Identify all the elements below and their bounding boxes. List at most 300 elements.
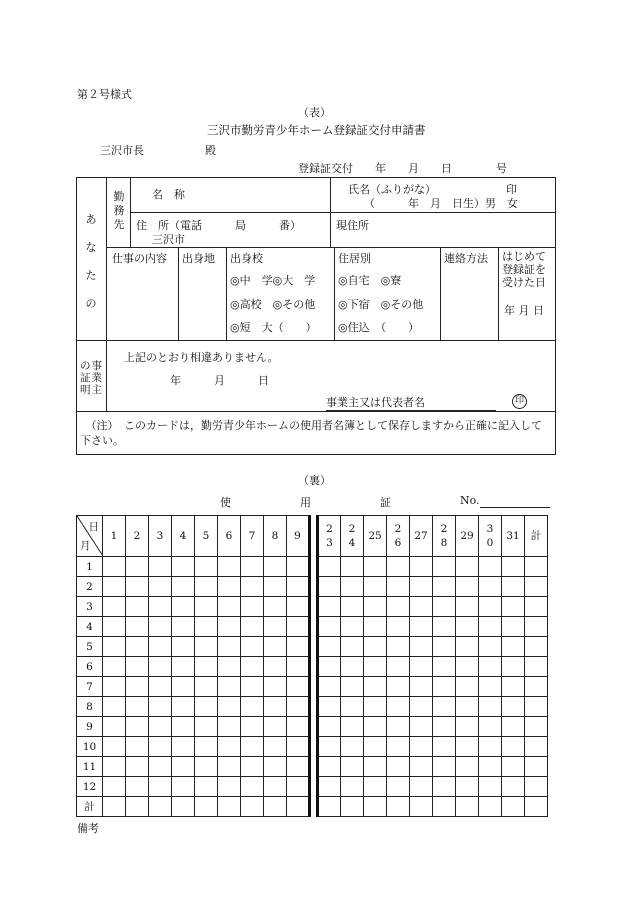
usage-cell[interactable]: [264, 557, 287, 577]
usage-cell[interactable]: [433, 617, 456, 637]
usage-cell[interactable]: [387, 617, 410, 637]
usage-cell[interactable]: [456, 617, 479, 637]
usage-cell[interactable]: [479, 797, 502, 817]
usage-cell[interactable]: [525, 697, 548, 717]
usage-cell[interactable]: [387, 697, 410, 717]
usage-cell[interactable]: [195, 737, 218, 757]
usage-cell[interactable]: [287, 797, 310, 817]
usage-cell[interactable]: [456, 717, 479, 737]
usage-cell[interactable]: [172, 577, 195, 597]
usage-cell[interactable]: [456, 697, 479, 717]
usage-cell[interactable]: [149, 577, 172, 597]
usage-cell[interactable]: [149, 677, 172, 697]
usage-cell[interactable]: [126, 637, 149, 657]
usage-cell[interactable]: [387, 557, 410, 577]
usage-cell[interactable]: [172, 737, 195, 757]
month-label-cell: 計: [77, 797, 103, 817]
day-header: 8: [264, 516, 287, 557]
usage-cell[interactable]: [218, 677, 241, 697]
usage-cell[interactable]: [264, 577, 287, 597]
residence-label: 住居別: [338, 252, 371, 265]
usage-cell[interactable]: [456, 737, 479, 757]
usage-cell[interactable]: [410, 617, 433, 637]
usage-cell[interactable]: [410, 757, 433, 777]
usage-cell[interactable]: [149, 737, 172, 757]
usage-cell[interactable]: [103, 557, 126, 577]
usage-cell[interactable]: [502, 757, 525, 777]
usage-cell[interactable]: [364, 597, 387, 617]
day-header: 25: [364, 516, 387, 557]
usage-cell[interactable]: [341, 557, 364, 577]
usage-cell[interactable]: [433, 797, 456, 817]
usage-cell[interactable]: [103, 697, 126, 717]
usage-cell[interactable]: [149, 757, 172, 777]
usage-cell[interactable]: [126, 737, 149, 757]
day-label: 日: [88, 521, 99, 533]
usage-cell[interactable]: [126, 757, 149, 777]
usage-cell[interactable]: [126, 697, 149, 717]
usage-cell[interactable]: [126, 557, 149, 577]
usage-cell[interactable]: [525, 617, 548, 637]
usage-cell[interactable]: [287, 657, 310, 677]
usage-cell[interactable]: [525, 637, 548, 657]
usage-cell[interactable]: [387, 737, 410, 757]
usage-cell[interactable]: [241, 617, 264, 637]
usage-cell[interactable]: [241, 757, 264, 777]
employer-label: 事 業 主 の 証 明: [80, 360, 102, 396]
usage-cell[interactable]: [341, 697, 364, 717]
usage-cell[interactable]: [264, 797, 287, 817]
day-header: 2 6: [387, 516, 410, 557]
usage-cell[interactable]: [341, 637, 364, 657]
usage-cell[interactable]: [502, 677, 525, 697]
usage-cell[interactable]: [318, 717, 341, 737]
usage-cell[interactable]: [341, 677, 364, 697]
usage-cell[interactable]: [410, 777, 433, 797]
certify-text: 上記のとおり相違ありません。: [124, 351, 279, 364]
usage-cell[interactable]: [195, 597, 218, 617]
usage-cell[interactable]: [149, 777, 172, 797]
usage-cell[interactable]: [456, 637, 479, 657]
usage-cell[interactable]: [456, 577, 479, 597]
usage-cell[interactable]: [318, 737, 341, 757]
usage-cell[interactable]: [149, 557, 172, 577]
usage-cell[interactable]: [318, 657, 341, 677]
usage-cell[interactable]: [241, 577, 264, 597]
usage-cell[interactable]: [456, 677, 479, 697]
usage-cell[interactable]: [149, 717, 172, 737]
usage-cell[interactable]: [287, 717, 310, 737]
usage-cell[interactable]: [502, 777, 525, 797]
usage-cell[interactable]: [195, 617, 218, 637]
usage-cell[interactable]: [287, 617, 310, 637]
usage-cell[interactable]: [103, 637, 126, 657]
usage-cell[interactable]: [287, 637, 310, 657]
usage-cell[interactable]: [264, 657, 287, 677]
usage-cell[interactable]: [241, 797, 264, 817]
usage-cell[interactable]: [241, 737, 264, 757]
usage-cell[interactable]: [287, 577, 310, 597]
usage-cell[interactable]: [410, 657, 433, 677]
back-label: （裏）: [298, 474, 331, 487]
usage-cell[interactable]: [433, 717, 456, 737]
usage-cell[interactable]: [126, 717, 149, 737]
usage-cell[interactable]: [433, 577, 456, 597]
month-label-cell: 2: [77, 577, 103, 597]
usage-cell[interactable]: [264, 637, 287, 657]
month-label-cell: 5: [77, 637, 103, 657]
usage-cell[interactable]: [103, 677, 126, 697]
day-header: 27: [410, 516, 433, 557]
usage-cell[interactable]: [218, 597, 241, 617]
usage-cell[interactable]: [502, 717, 525, 737]
usage-cell[interactable]: [172, 597, 195, 617]
usage-cell[interactable]: [195, 717, 218, 737]
usage-cell[interactable]: [318, 557, 341, 577]
usage-cell[interactable]: [525, 597, 548, 617]
usage-cell[interactable]: [195, 677, 218, 697]
usage-cell[interactable]: [195, 757, 218, 777]
usage-cell[interactable]: [479, 757, 502, 777]
grid-header-row: [77, 516, 548, 557]
usage-cell[interactable]: [218, 637, 241, 657]
usage-cell[interactable]: [149, 797, 172, 817]
usage-cell[interactable]: [502, 557, 525, 577]
usage-cell[interactable]: [287, 757, 310, 777]
form-number: 第２号様式: [77, 88, 132, 101]
usage-cell[interactable]: [264, 717, 287, 737]
usage-cell[interactable]: [318, 777, 341, 797]
usage-cell[interactable]: [456, 777, 479, 797]
usage-cell[interactable]: [525, 777, 548, 797]
usage-cell[interactable]: [103, 597, 126, 617]
usage-cell[interactable]: [318, 577, 341, 597]
usage-cell[interactable]: [264, 737, 287, 757]
usage-cell[interactable]: [341, 737, 364, 757]
current-address-label: 現住所: [336, 219, 369, 232]
usage-cell[interactable]: [502, 597, 525, 617]
month-label-cell: 11: [77, 757, 103, 777]
usage-cell[interactable]: [264, 697, 287, 717]
usage-cell[interactable]: [287, 557, 310, 577]
usage-cell[interactable]: [479, 777, 502, 797]
usage-cell[interactable]: [103, 657, 126, 677]
usage-cell[interactable]: [172, 677, 195, 697]
usage-cell[interactable]: [195, 697, 218, 717]
first-issue-date: 年 月 日: [504, 304, 544, 317]
usage-cell[interactable]: [479, 577, 502, 597]
usage-cell[interactable]: [456, 557, 479, 577]
usage-cell[interactable]: [525, 557, 548, 577]
usage-cell[interactable]: [149, 617, 172, 637]
usage-cell[interactable]: [241, 657, 264, 677]
usage-cell[interactable]: [456, 797, 479, 817]
back-title-char: 証: [380, 496, 391, 509]
month-label-cell: 6: [77, 657, 103, 677]
usage-cell[interactable]: [149, 597, 172, 617]
usage-cell[interactable]: [364, 617, 387, 637]
usage-cell[interactable]: [479, 737, 502, 757]
usage-cell[interactable]: [456, 597, 479, 617]
usage-cell[interactable]: [341, 597, 364, 617]
usage-cell[interactable]: [126, 577, 149, 597]
usage-cell[interactable]: [410, 677, 433, 697]
usage-cell[interactable]: [364, 577, 387, 597]
certify-date: 年 月 日: [170, 374, 269, 387]
usage-cell[interactable]: [103, 717, 126, 737]
usage-cell[interactable]: [341, 777, 364, 797]
usage-cell[interactable]: [502, 617, 525, 637]
usage-cell[interactable]: [172, 697, 195, 717]
month-label-cell: 4: [77, 617, 103, 637]
day-header: 3: [149, 516, 172, 557]
usage-cell[interactable]: [318, 677, 341, 697]
usage-cell[interactable]: [433, 657, 456, 677]
usage-cell[interactable]: [341, 717, 364, 737]
usage-cell[interactable]: [172, 757, 195, 777]
usage-cell[interactable]: [364, 717, 387, 737]
usage-cell[interactable]: [456, 757, 479, 777]
usage-cell[interactable]: [195, 777, 218, 797]
usage-cell[interactable]: [387, 657, 410, 677]
usage-cell[interactable]: [479, 697, 502, 717]
usage-cell[interactable]: [502, 697, 525, 717]
usage-cell[interactable]: [525, 677, 548, 697]
usage-cell[interactable]: [241, 717, 264, 737]
usage-cell[interactable]: [410, 597, 433, 617]
side-label: あ な た の: [85, 213, 97, 310]
usage-cell[interactable]: [525, 577, 548, 597]
usage-cell[interactable]: [103, 617, 126, 637]
usage-cell[interactable]: [218, 717, 241, 737]
usage-cell[interactable]: [387, 777, 410, 797]
issue-line: 登録証交付 年 月 日 号: [298, 162, 507, 175]
month-label-cell: 7: [77, 677, 103, 697]
residence-option: ◎住込 （ ）: [338, 321, 420, 334]
day-header: 2: [126, 516, 149, 557]
usage-cell[interactable]: [241, 697, 264, 717]
usage-cell[interactable]: [218, 697, 241, 717]
usage-cell[interactable]: [341, 577, 364, 597]
usage-cell[interactable]: [387, 577, 410, 597]
usage-cell[interactable]: [218, 557, 241, 577]
usage-cell[interactable]: [218, 797, 241, 817]
usage-cell[interactable]: [341, 797, 364, 817]
day-header: 9: [287, 516, 310, 557]
usage-cell[interactable]: [172, 717, 195, 737]
usage-cell[interactable]: [410, 717, 433, 737]
usage-cell[interactable]: [172, 657, 195, 677]
usage-cell[interactable]: [218, 577, 241, 597]
usage-cell[interactable]: [287, 597, 310, 617]
usage-cell[interactable]: [318, 617, 341, 637]
usage-cell[interactable]: [264, 777, 287, 797]
usage-cell[interactable]: [479, 677, 502, 697]
usage-cell[interactable]: [103, 777, 126, 797]
usage-cell[interactable]: [103, 737, 126, 757]
usage-cell[interactable]: [126, 617, 149, 637]
day-header: 31: [502, 516, 525, 557]
furigana-label: 氏名（ふりがな）: [348, 183, 436, 196]
usage-cell[interactable]: [318, 757, 341, 777]
usage-cell[interactable]: [126, 597, 149, 617]
usage-cell[interactable]: [126, 677, 149, 697]
usage-cell[interactable]: [479, 617, 502, 637]
usage-cell[interactable]: [264, 757, 287, 777]
usage-cell[interactable]: [149, 697, 172, 717]
usage-cell[interactable]: [479, 717, 502, 737]
usage-cell[interactable]: [387, 637, 410, 657]
usage-cell[interactable]: [502, 637, 525, 657]
usage-cell[interactable]: [241, 597, 264, 617]
usage-cell[interactable]: [241, 777, 264, 797]
usage-cell[interactable]: [364, 757, 387, 777]
usage-cell[interactable]: [287, 777, 310, 797]
day-month-corner: [77, 516, 103, 557]
day-header: 1: [103, 516, 126, 557]
addressee: 三沢市長: [100, 144, 144, 157]
month-label-cell: 1: [77, 557, 103, 577]
job-label: 仕事の内容: [112, 252, 167, 265]
usage-cell[interactable]: [479, 657, 502, 677]
month-label-cell: 9: [77, 717, 103, 737]
usage-cell[interactable]: [364, 557, 387, 577]
back-title-char: 用: [300, 496, 311, 509]
usage-cell[interactable]: [195, 797, 218, 817]
usage-cell[interactable]: [387, 677, 410, 697]
first-issue-label: はじめて 登録証を 受けた日: [502, 250, 546, 289]
usage-cell[interactable]: [195, 657, 218, 677]
usage-cell[interactable]: [410, 637, 433, 657]
usage-cell[interactable]: [433, 777, 456, 797]
city-label: 三沢市: [152, 233, 185, 246]
usage-cell[interactable]: [364, 657, 387, 677]
usage-cell[interactable]: [126, 777, 149, 797]
usage-cell[interactable]: [172, 637, 195, 657]
usage-cell[interactable]: [433, 637, 456, 657]
usage-cell[interactable]: [525, 797, 548, 817]
usage-cell[interactable]: [318, 697, 341, 717]
usage-cell[interactable]: [264, 597, 287, 617]
usage-cell[interactable]: [410, 557, 433, 577]
usage-cell[interactable]: [410, 737, 433, 757]
usage-cell[interactable]: [433, 557, 456, 577]
usage-cell[interactable]: [126, 797, 149, 817]
usage-cell[interactable]: [525, 657, 548, 677]
seal-circle-icon: 印: [512, 393, 527, 409]
usage-cell[interactable]: [433, 757, 456, 777]
day-header: 29: [456, 516, 479, 557]
usage-cell[interactable]: [341, 757, 364, 777]
usage-cell[interactable]: [410, 697, 433, 717]
usage-cell[interactable]: [502, 657, 525, 677]
usage-cell[interactable]: [241, 677, 264, 697]
usage-cell[interactable]: [287, 737, 310, 757]
usage-cell[interactable]: [218, 737, 241, 757]
usage-cell[interactable]: [341, 617, 364, 637]
usage-cell[interactable]: [364, 797, 387, 817]
day-header: 5: [195, 516, 218, 557]
usage-cell[interactable]: [387, 797, 410, 817]
usage-cell[interactable]: [126, 657, 149, 677]
usage-cell[interactable]: [502, 737, 525, 757]
page-title: 三沢市勤労青少年ホーム登録証交付申請書: [207, 123, 426, 137]
usage-cell[interactable]: [218, 617, 241, 637]
usage-cell[interactable]: [364, 777, 387, 797]
school-label: 出身校: [230, 252, 263, 265]
usage-cell[interactable]: [479, 637, 502, 657]
usage-cell[interactable]: [218, 657, 241, 677]
usage-cell[interactable]: [172, 557, 195, 577]
usage-cell[interactable]: [218, 757, 241, 777]
usage-cell[interactable]: [172, 797, 195, 817]
usage-cell[interactable]: [172, 777, 195, 797]
usage-cell[interactable]: [218, 777, 241, 797]
usage-cell[interactable]: [433, 697, 456, 717]
usage-cell[interactable]: [241, 637, 264, 657]
usage-cell[interactable]: [241, 557, 264, 577]
usage-cell[interactable]: [264, 677, 287, 697]
usage-cell[interactable]: [318, 797, 341, 817]
usage-cell[interactable]: [410, 577, 433, 597]
usage-cell[interactable]: [341, 657, 364, 677]
contact-label: 連絡方法: [444, 252, 488, 265]
usage-cell[interactable]: [318, 597, 341, 617]
usage-cell[interactable]: [195, 577, 218, 597]
remarks-label: 備考: [77, 822, 99, 835]
day-header: 計: [525, 516, 548, 557]
school-option: ◎高校 ◎その他: [230, 298, 316, 311]
usage-cell[interactable]: [479, 557, 502, 577]
day-header: 2 4: [341, 516, 364, 557]
usage-cell[interactable]: [502, 797, 525, 817]
usage-cell[interactable]: [433, 597, 456, 617]
usage-cell[interactable]: [502, 577, 525, 597]
employer-sign: 事業主又は代表者名: [326, 394, 496, 411]
usage-cell[interactable]: [318, 637, 341, 657]
usage-cell[interactable]: [387, 597, 410, 617]
usage-cell[interactable]: [433, 737, 456, 757]
usage-cell[interactable]: [410, 797, 433, 817]
usage-cell[interactable]: [387, 717, 410, 737]
usage-cell[interactable]: [479, 597, 502, 617]
usage-cell[interactable]: [525, 757, 548, 777]
usage-cell[interactable]: [172, 617, 195, 637]
usage-cell[interactable]: [103, 577, 126, 597]
usage-cell[interactable]: [195, 637, 218, 657]
origin-label: 出身地: [182, 252, 215, 265]
usage-cell[interactable]: [103, 757, 126, 777]
usage-cell[interactable]: [364, 697, 387, 717]
usage-cell[interactable]: [387, 757, 410, 777]
residence-option: ◎自宅 ◎寮: [338, 274, 402, 287]
usage-cell[interactable]: [364, 737, 387, 757]
usage-cell[interactable]: [364, 637, 387, 657]
usage-cell[interactable]: [287, 697, 310, 717]
usage-cell[interactable]: [525, 737, 548, 757]
usage-cell[interactable]: [456, 657, 479, 677]
usage-cell[interactable]: [195, 557, 218, 577]
usage-cell[interactable]: [149, 637, 172, 657]
usage-cell[interactable]: [149, 657, 172, 677]
usage-cell[interactable]: [287, 677, 310, 697]
usage-cell[interactable]: [103, 797, 126, 817]
usage-cell[interactable]: [364, 677, 387, 697]
usage-cell[interactable]: [264, 617, 287, 637]
usage-cell[interactable]: [433, 677, 456, 697]
usage-cell[interactable]: [525, 717, 548, 737]
month-label-cell: 10: [77, 737, 103, 757]
